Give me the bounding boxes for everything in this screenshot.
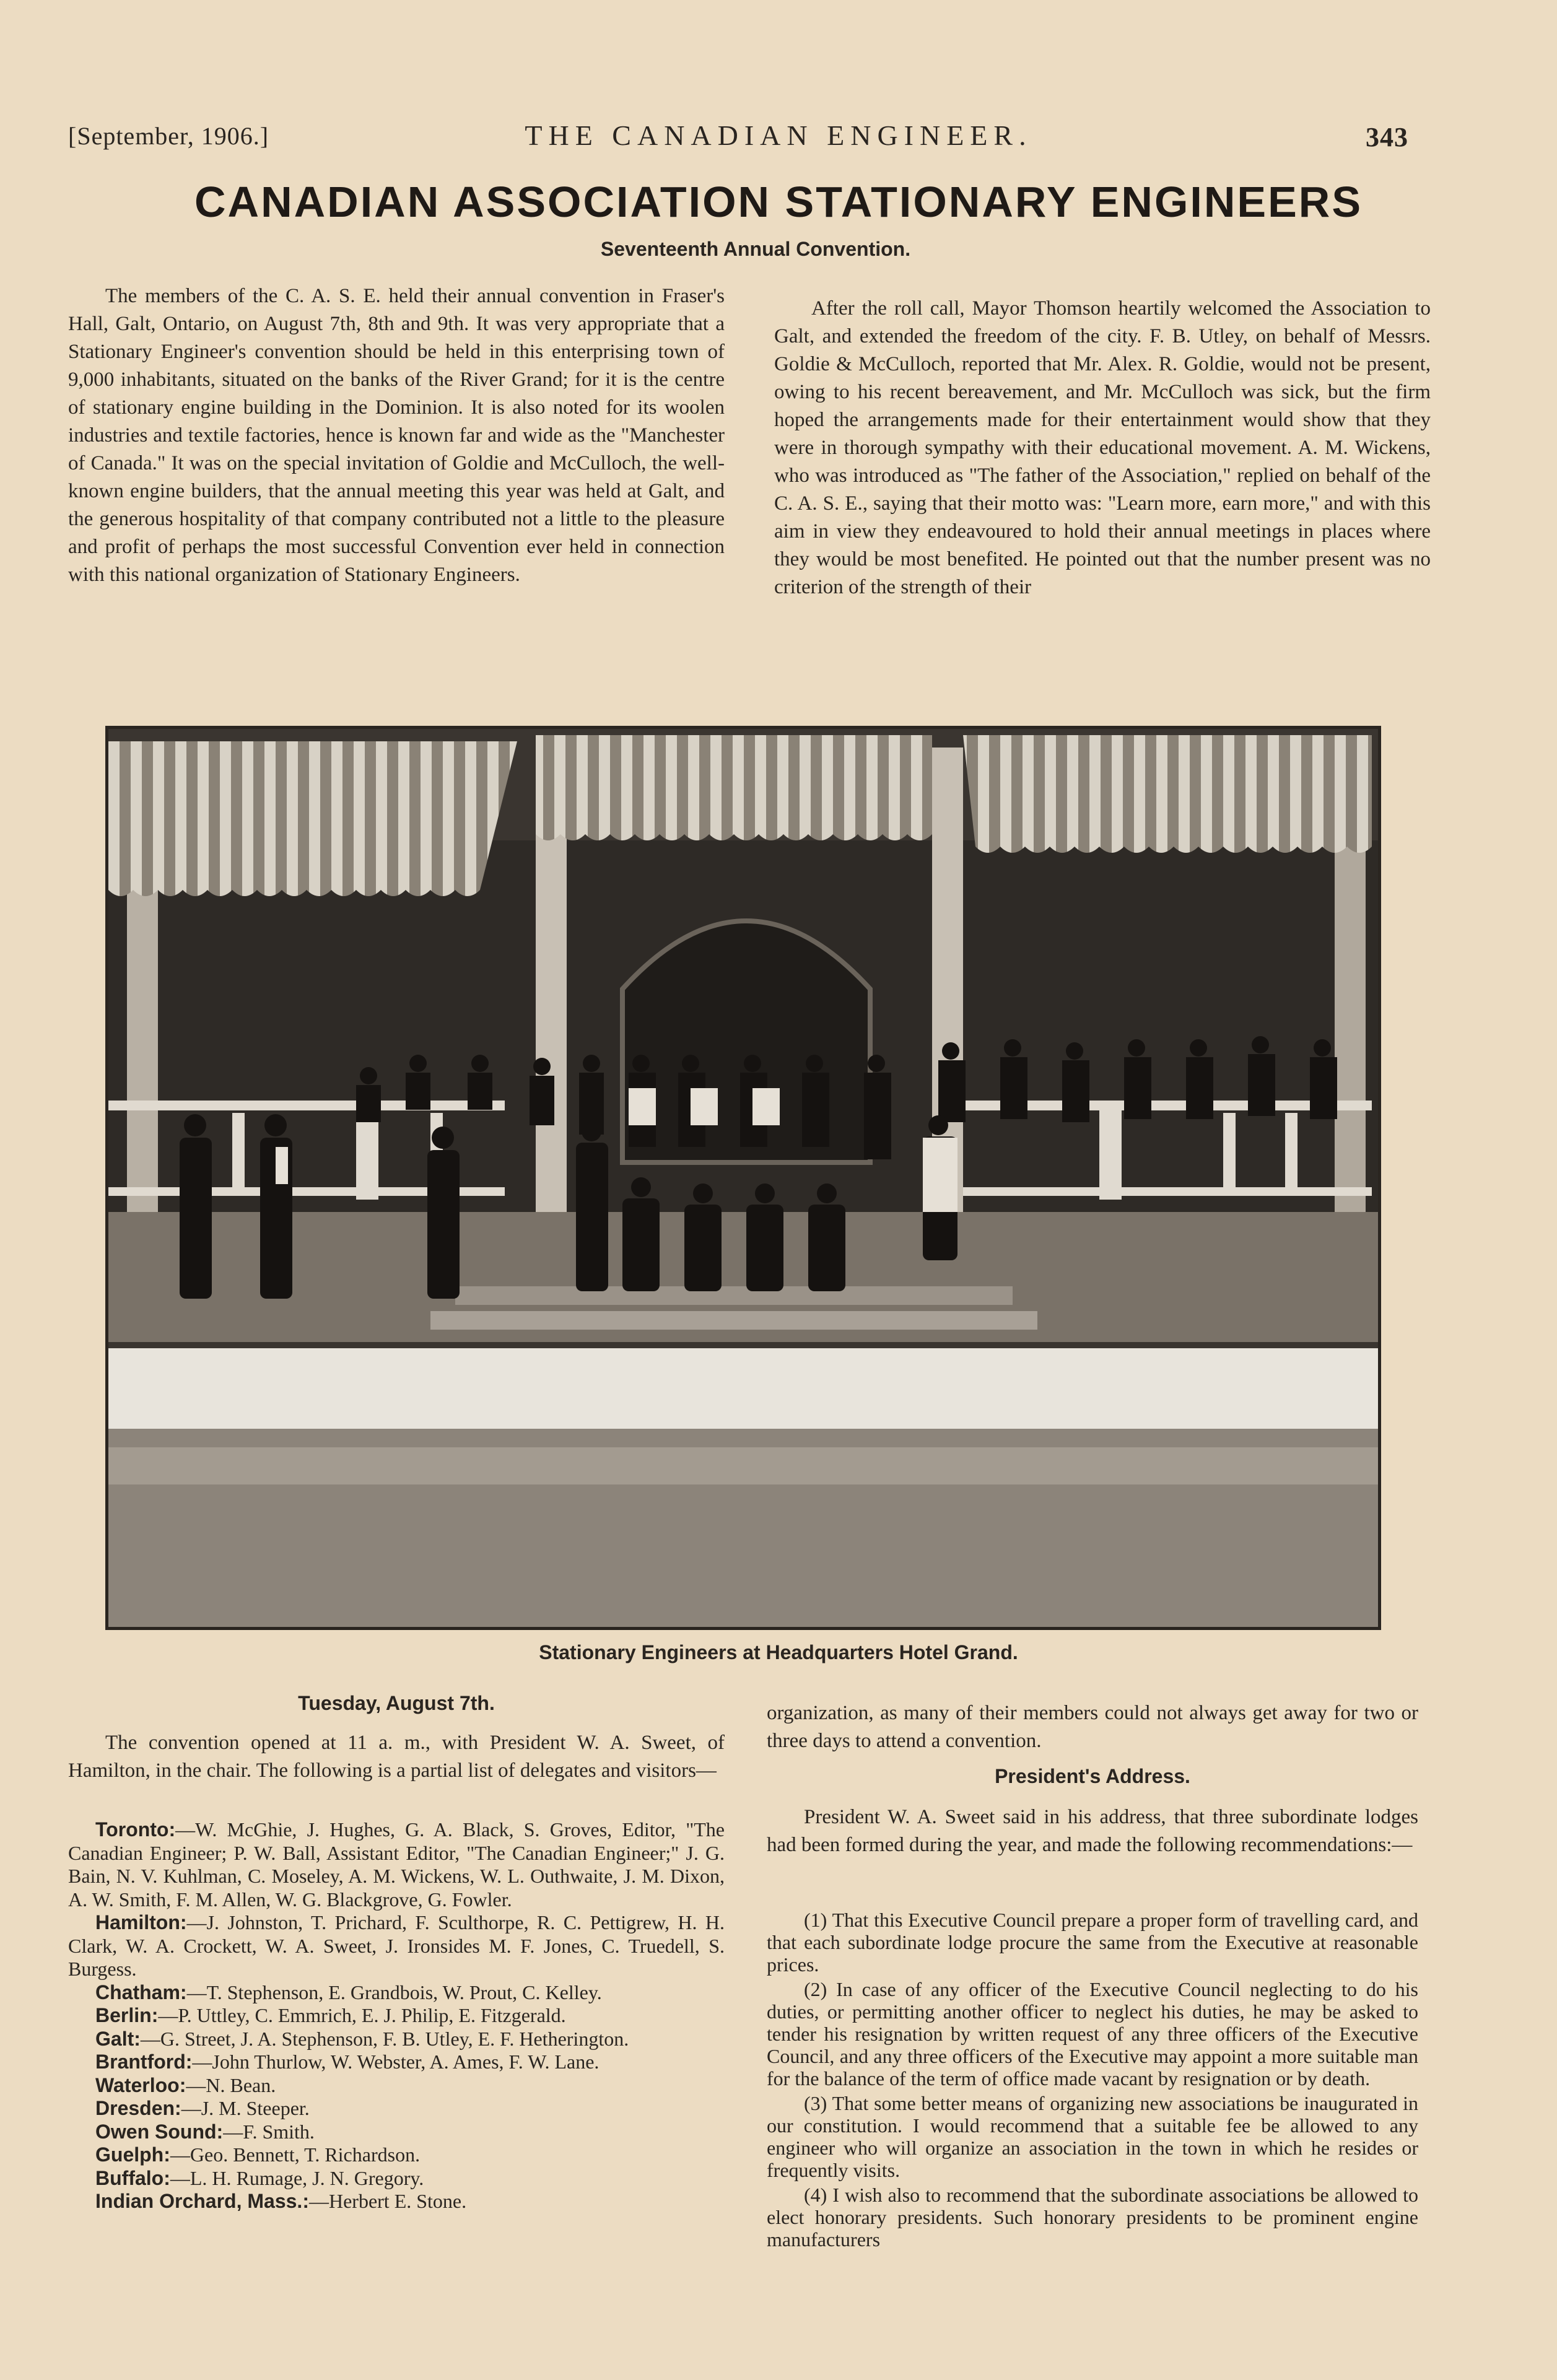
continuation-paragraph: organization, as many of their members could not always get away for two or three days to attend a convention. xyxy=(767,1702,1418,1752)
delegate-city: Dresden: xyxy=(95,2097,181,2119)
photo-caption: Stationary Engineers at Headquarters Hotel Grand. xyxy=(539,1641,1018,1663)
delegate-list xyxy=(68,1818,725,2213)
delegate-entry xyxy=(68,2143,725,2167)
recommendation-item: (3) That some better means of organizing new associations be inaugurated in our constitution. I would recommend that a suitable fee be allowed to any engineer who will organize an association in the town in which he resides or frequently visits. xyxy=(767,2092,1418,2181)
delegate-city: Galt: xyxy=(95,2027,141,2050)
delegate-entry xyxy=(68,2028,725,2051)
delegate-names: —L. H. Rumage, J. N. Gregory. xyxy=(170,2166,424,2189)
section-heading-president: President's Address. xyxy=(995,1765,1190,1787)
delegate-names: —John Thurlow, W. Webster, A. Ames, F. W. Lane. xyxy=(192,2051,600,2073)
delegate-entry xyxy=(68,2167,725,2190)
page-number: 343 xyxy=(1366,122,1408,152)
group-photograph xyxy=(105,726,1381,1630)
delegate-city: Waterloo: xyxy=(95,2073,186,2096)
article-title: CANADIAN ASSOCIATION STATIONARY ENGINEERS xyxy=(194,178,1363,226)
intro-paragraph-left: The members of the C. A. S. E. held their annual convention in Fraser's Hall, Galt, Ontario, on August 7th, 8th and 9th. It was very appropriate that a Stationary Engineer's convention should be held in this enterprising town of 9,000 inhabitants, situated on the banks of the River Grand; for it is the centre of stationary engine building in the Dominion. It is also noted for its woolen industries and textile factories, hence is known far and wide as the "Manchester of Canada." It was on the special invitation of Goldie and McCulloch, the well-known engine builders, that the annual meeting this year was held at Galt, and the generous hospitality of that company contributed not a little to the pleasure and profit of perhaps the most successful Convention ever held in connection with this national organization of Stationary Engineers. xyxy=(68,285,725,586)
delegate-names: —N. Bean. xyxy=(186,2073,276,2096)
delegate-entry xyxy=(68,2074,725,2098)
delegate-entry xyxy=(68,2190,725,2213)
delegate-names: —Herbert E. Stone. xyxy=(308,2190,467,2212)
tuesday-intro: The convention opened at 11 a. m., with President W. A. Sweet, of Hamilton, in the chair. The following is a partial list of delegates and visitors— xyxy=(68,1732,725,1782)
intro-column-left xyxy=(68,282,725,589)
delegate-entry xyxy=(68,2004,725,2028)
delegate-entry xyxy=(68,2097,725,2121)
recommendation-item: (2) In case of any officer of the Executive Council neglecting to do his duties, or permitting another officer to neglect his duties, he may be asked to tender his resignation by written request of any three officers of the Executive Council, and any three officers of the Executive may appoint a more suitable man for the balance of the term of office made vacant by resignation or by death. xyxy=(767,1978,1418,2090)
intro-column-right xyxy=(774,295,1431,601)
recommendation-item: (4) I wish also to recommend that the subordinate associations be allowed to elect honorary presidents. Such honorary presidents to be prominent engine manufacturers xyxy=(767,2184,1418,2251)
delegate-names: —Geo. Bennett, T. Richardson. xyxy=(170,2143,421,2166)
delegate-city: Toronto: xyxy=(95,1818,176,1841)
delegate-city: Owen Sound: xyxy=(95,2120,224,2143)
continuation-column xyxy=(767,1699,1418,1755)
section-heading-tuesday: Tuesday, August 7th. xyxy=(298,1692,495,1714)
delegate-city: Buffalo: xyxy=(95,2166,170,2189)
article-subtitle: Seventeenth Annual Convention. xyxy=(600,238,911,260)
delegate-names: —P. Uttley, C. Emmrich, E. J. Philip, E. Fitzgerald. xyxy=(158,2004,566,2026)
photo-illustration xyxy=(108,729,1378,1627)
delegate-names: —J. M. Steeper. xyxy=(181,2097,310,2119)
delegate-names: —G. Street, J. A. Stephenson, F. B. Utley, E. F. Hetherington. xyxy=(140,2027,629,2050)
delegate-entry xyxy=(68,2051,725,2074)
delegate-entry xyxy=(68,1911,725,1981)
journal-title: THE CANADIAN ENGINEER. xyxy=(525,120,1032,151)
president-intro: President W. A. Sweet said in his address, that three subordinate lodges had been formed during the year, and made the following recommendations:— xyxy=(767,1806,1418,1856)
delegate-names: —J. Johnston, T. Prichard, F. Sculthorpe, R. C. Pettigrew, H. H. Clark, W. A. Crockett, W. A. Sweet, J. Ironsides M. F. Jones, C. Truedell, S. Burgess. xyxy=(68,1911,725,1980)
delegate-city: Indian Orchard, Mass.: xyxy=(95,2190,309,2212)
intro-paragraph-right: After the roll call, Mayor Thomson heartily welcomed the Association to Galt, and extended the freedom of the city. F. B. Utley, on behalf of Messrs. Goldie & McCulloch, reported that Mr. Alex. R. Goldie, would not be present, owing to his recent bereavement, and Mr. McCulloch was sick, but the firm hoped the arrangements made for their entertainment would show that they were in thorough sympathy with their educational movement. A. M. Wickens, who was introduced as "The father of the Association," replied on behalf of the C. A. S. E., saying that their motto was: "Learn more, earn more," and with this aim in view they endeavoured to hold their annual meetings in places where they would be most benefited. He pointed out that the number present was no criterion of the strength of their xyxy=(774,297,1431,598)
president-address-column xyxy=(767,1803,1418,1859)
recommendation-item: (1) That this Executive Council prepare a proper form of travelling card, and that each subordinate lodge procure the same from the Executive at reasonable prices. xyxy=(767,1909,1418,1976)
delegate-names: —W. McGhie, J. Hughes, G. A. Black, S. Groves, Editor, "The Canadian Engineer; P. W. Ball, Assistant Editor, "The Canadian Engineer;" J. G. Bain, N. V. Kuhlman, C. Moseley, A. M. Wickens, W. L. Outhwaite, J. M. Dixon, A. W. Smith, F. M. Allen, W. G. Blackgrove, G. Fowler. xyxy=(68,1818,725,1911)
delegate-city: Hamilton: xyxy=(95,1911,187,1933)
recommendations-list xyxy=(767,1909,1418,2253)
issue-date: [September, 1906.] xyxy=(68,122,269,150)
delegate-city: Chatham: xyxy=(95,1981,187,2003)
delegate-names: —T. Stephenson, E. Grandbois, W. Prout, C. Kelley. xyxy=(186,1981,602,2003)
delegate-names: —F. Smith. xyxy=(223,2120,315,2143)
delegate-entry xyxy=(68,1818,725,1911)
delegate-city: Guelph: xyxy=(95,2143,170,2166)
delegate-city: Berlin: xyxy=(95,2004,159,2026)
delegate-city: Brantford: xyxy=(95,2051,193,2073)
tuesday-intro-column xyxy=(68,1729,725,1785)
delegate-entry xyxy=(68,2121,725,2144)
delegate-entry xyxy=(68,1981,725,2005)
